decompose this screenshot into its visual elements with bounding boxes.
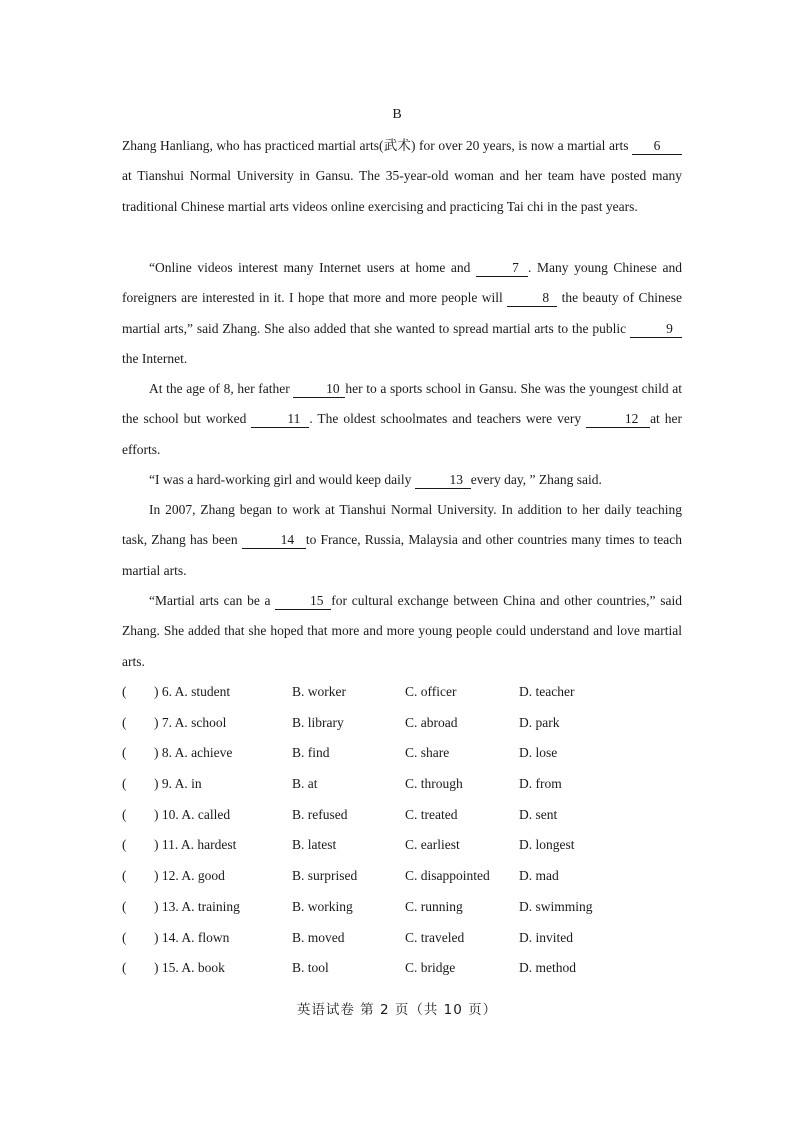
option-d: D. mad: [519, 868, 559, 884]
option-d: D. teacher: [519, 684, 575, 699]
section-title: B: [392, 107, 402, 122]
blank-9: 9: [630, 321, 682, 338]
question-row: [122, 770, 682, 801]
passage-text: . Many young Chinese and foreigners are interested in it. I hope that more and more people will: [122, 260, 682, 306]
option-b: B. worker: [292, 684, 346, 699]
blank-8: 8: [507, 290, 557, 307]
answer-bracket[interactable]: (: [122, 745, 127, 761]
passage-text: every day, ” Zhang said.: [470, 472, 602, 487]
option-d: D. method: [519, 960, 576, 976]
passage-text: . The oldest schoolmates and teachers were very: [309, 411, 587, 427]
option-a: ) 8. A. achieve: [154, 745, 233, 761]
blank-15: 15: [275, 593, 331, 610]
answer-bracket[interactable]: (: [122, 806, 127, 822]
option-c: C. bridge: [405, 960, 456, 976]
blank-6: 6: [632, 138, 682, 155]
option-b: B. latest: [292, 837, 337, 853]
answer-bracket[interactable]: (: [122, 868, 127, 884]
answer-bracket[interactable]: (: [122, 929, 127, 945]
answer-options: [122, 678, 682, 985]
option-c: C. treated: [405, 806, 458, 822]
option-a: ) 15. A. book: [154, 960, 225, 976]
passage-text: At the age of 8, her father: [149, 381, 294, 396]
question-row: [122, 954, 682, 985]
answer-bracket[interactable]: (: [122, 898, 127, 914]
option-a: ) 7. A. school: [154, 714, 227, 730]
option-a: ) 11. A. hardest: [154, 837, 237, 853]
answer-bracket[interactable]: (: [122, 776, 127, 792]
paragraph-6: [122, 586, 682, 677]
question-row: [122, 739, 682, 770]
option-a: ) 13. A. training: [154, 898, 240, 914]
paragraph-2: [122, 253, 682, 375]
paragraph-5: [122, 495, 682, 586]
option-c: C. traveled: [405, 929, 465, 945]
option-b: B. working: [292, 898, 353, 914]
option-d: D. lose: [519, 745, 558, 761]
passage-text: Zhang Hanliang, who has practiced martial arts(武术) for over 20 years, is now a martial arts: [122, 138, 632, 153]
passage-text: for cultural exchange between China and other countries,” said Zhang. She added that she hoped that more and more young people could understand and love martial arts.: [122, 593, 683, 669]
answer-bracket[interactable]: (: [122, 714, 127, 730]
question-row: [122, 862, 682, 893]
option-b: B. tool: [292, 960, 329, 976]
option-b: B. refused: [292, 806, 348, 822]
question-row: [122, 924, 682, 955]
option-a: ) 9. A. in: [154, 776, 202, 792]
passage-text: at her efforts.: [122, 411, 683, 457]
passage-text: “Martial arts can be a: [149, 593, 276, 608]
option-a: ) 14. A. flown: [154, 929, 230, 945]
option-a: ) 10. A. called: [154, 806, 231, 822]
passage-text: the Internet.: [122, 351, 188, 367]
question-row: [122, 678, 682, 709]
passage-text: to France, Russia, Malaysia and other countries many times to teach martial arts.: [122, 532, 683, 578]
question-row: [122, 893, 682, 924]
option-d: D. swimming: [519, 898, 593, 914]
option-d: D. invited: [519, 929, 573, 945]
option-c: C. running: [405, 898, 463, 914]
blank-14: 14: [242, 532, 306, 549]
passage-text: the beauty of Chinese martial arts,” said Zhang. She also added that she wanted to spread martial arts to the public: [122, 290, 682, 336]
option-b: B. surprised: [292, 868, 358, 884]
blank-13: 13: [415, 472, 471, 489]
paragraph-4: [122, 465, 682, 495]
page-footer: 英语试卷 第 2 页（共 10 页）: [296, 1002, 498, 1018]
option-b: B. find: [292, 745, 330, 761]
passage-text: “Online videos interest many Internet users at home and: [149, 260, 477, 275]
option-d: D. sent: [519, 806, 558, 822]
answer-bracket[interactable]: (: [122, 684, 127, 699]
passage-text: at Tianshui Normal University in Gansu. The 35-year-old woman and her team have posted many traditional Chinese martial arts videos online exercising and practicing Tai chi in the past years.: [122, 168, 682, 214]
blank-11: 11: [251, 411, 309, 428]
option-c: C. earliest: [405, 837, 460, 853]
passage-text: her to a sports school in Gansu. She was the youngest child at the school but worked: [122, 381, 683, 427]
option-c: C. officer: [405, 684, 457, 699]
blank-7: 7: [476, 260, 528, 277]
paragraph-3: [122, 374, 682, 465]
option-b: B. library: [292, 714, 344, 730]
question-row: [122, 709, 682, 740]
option-c: C. share: [405, 745, 450, 761]
option-c: C. through: [405, 776, 463, 792]
question-row: [122, 801, 682, 832]
passage-text: In 2007, Zhang began to work at Tianshui Normal University. In addition to her daily teaching task, Zhang has been: [122, 502, 682, 548]
option-c: C. disappointed: [405, 868, 490, 884]
blank-10: 10: [293, 381, 345, 398]
blank-12: 12: [586, 411, 650, 428]
option-a: ) 6. A. student: [154, 684, 231, 699]
question-row: [122, 831, 682, 862]
option-b: B. at: [292, 776, 318, 792]
answer-bracket[interactable]: (: [122, 837, 127, 853]
option-c: C. abroad: [405, 714, 458, 730]
option-b: B. moved: [292, 929, 345, 945]
paragraph-1: [122, 131, 682, 222]
option-d: D. park: [519, 714, 560, 730]
option-d: D. from: [519, 776, 562, 792]
answer-bracket[interactable]: (: [122, 960, 127, 976]
passage-text: “I was a hard-working girl and would keep daily: [149, 472, 415, 487]
option-a: ) 12. A. good: [154, 868, 225, 884]
option-d: D. longest: [519, 837, 575, 853]
